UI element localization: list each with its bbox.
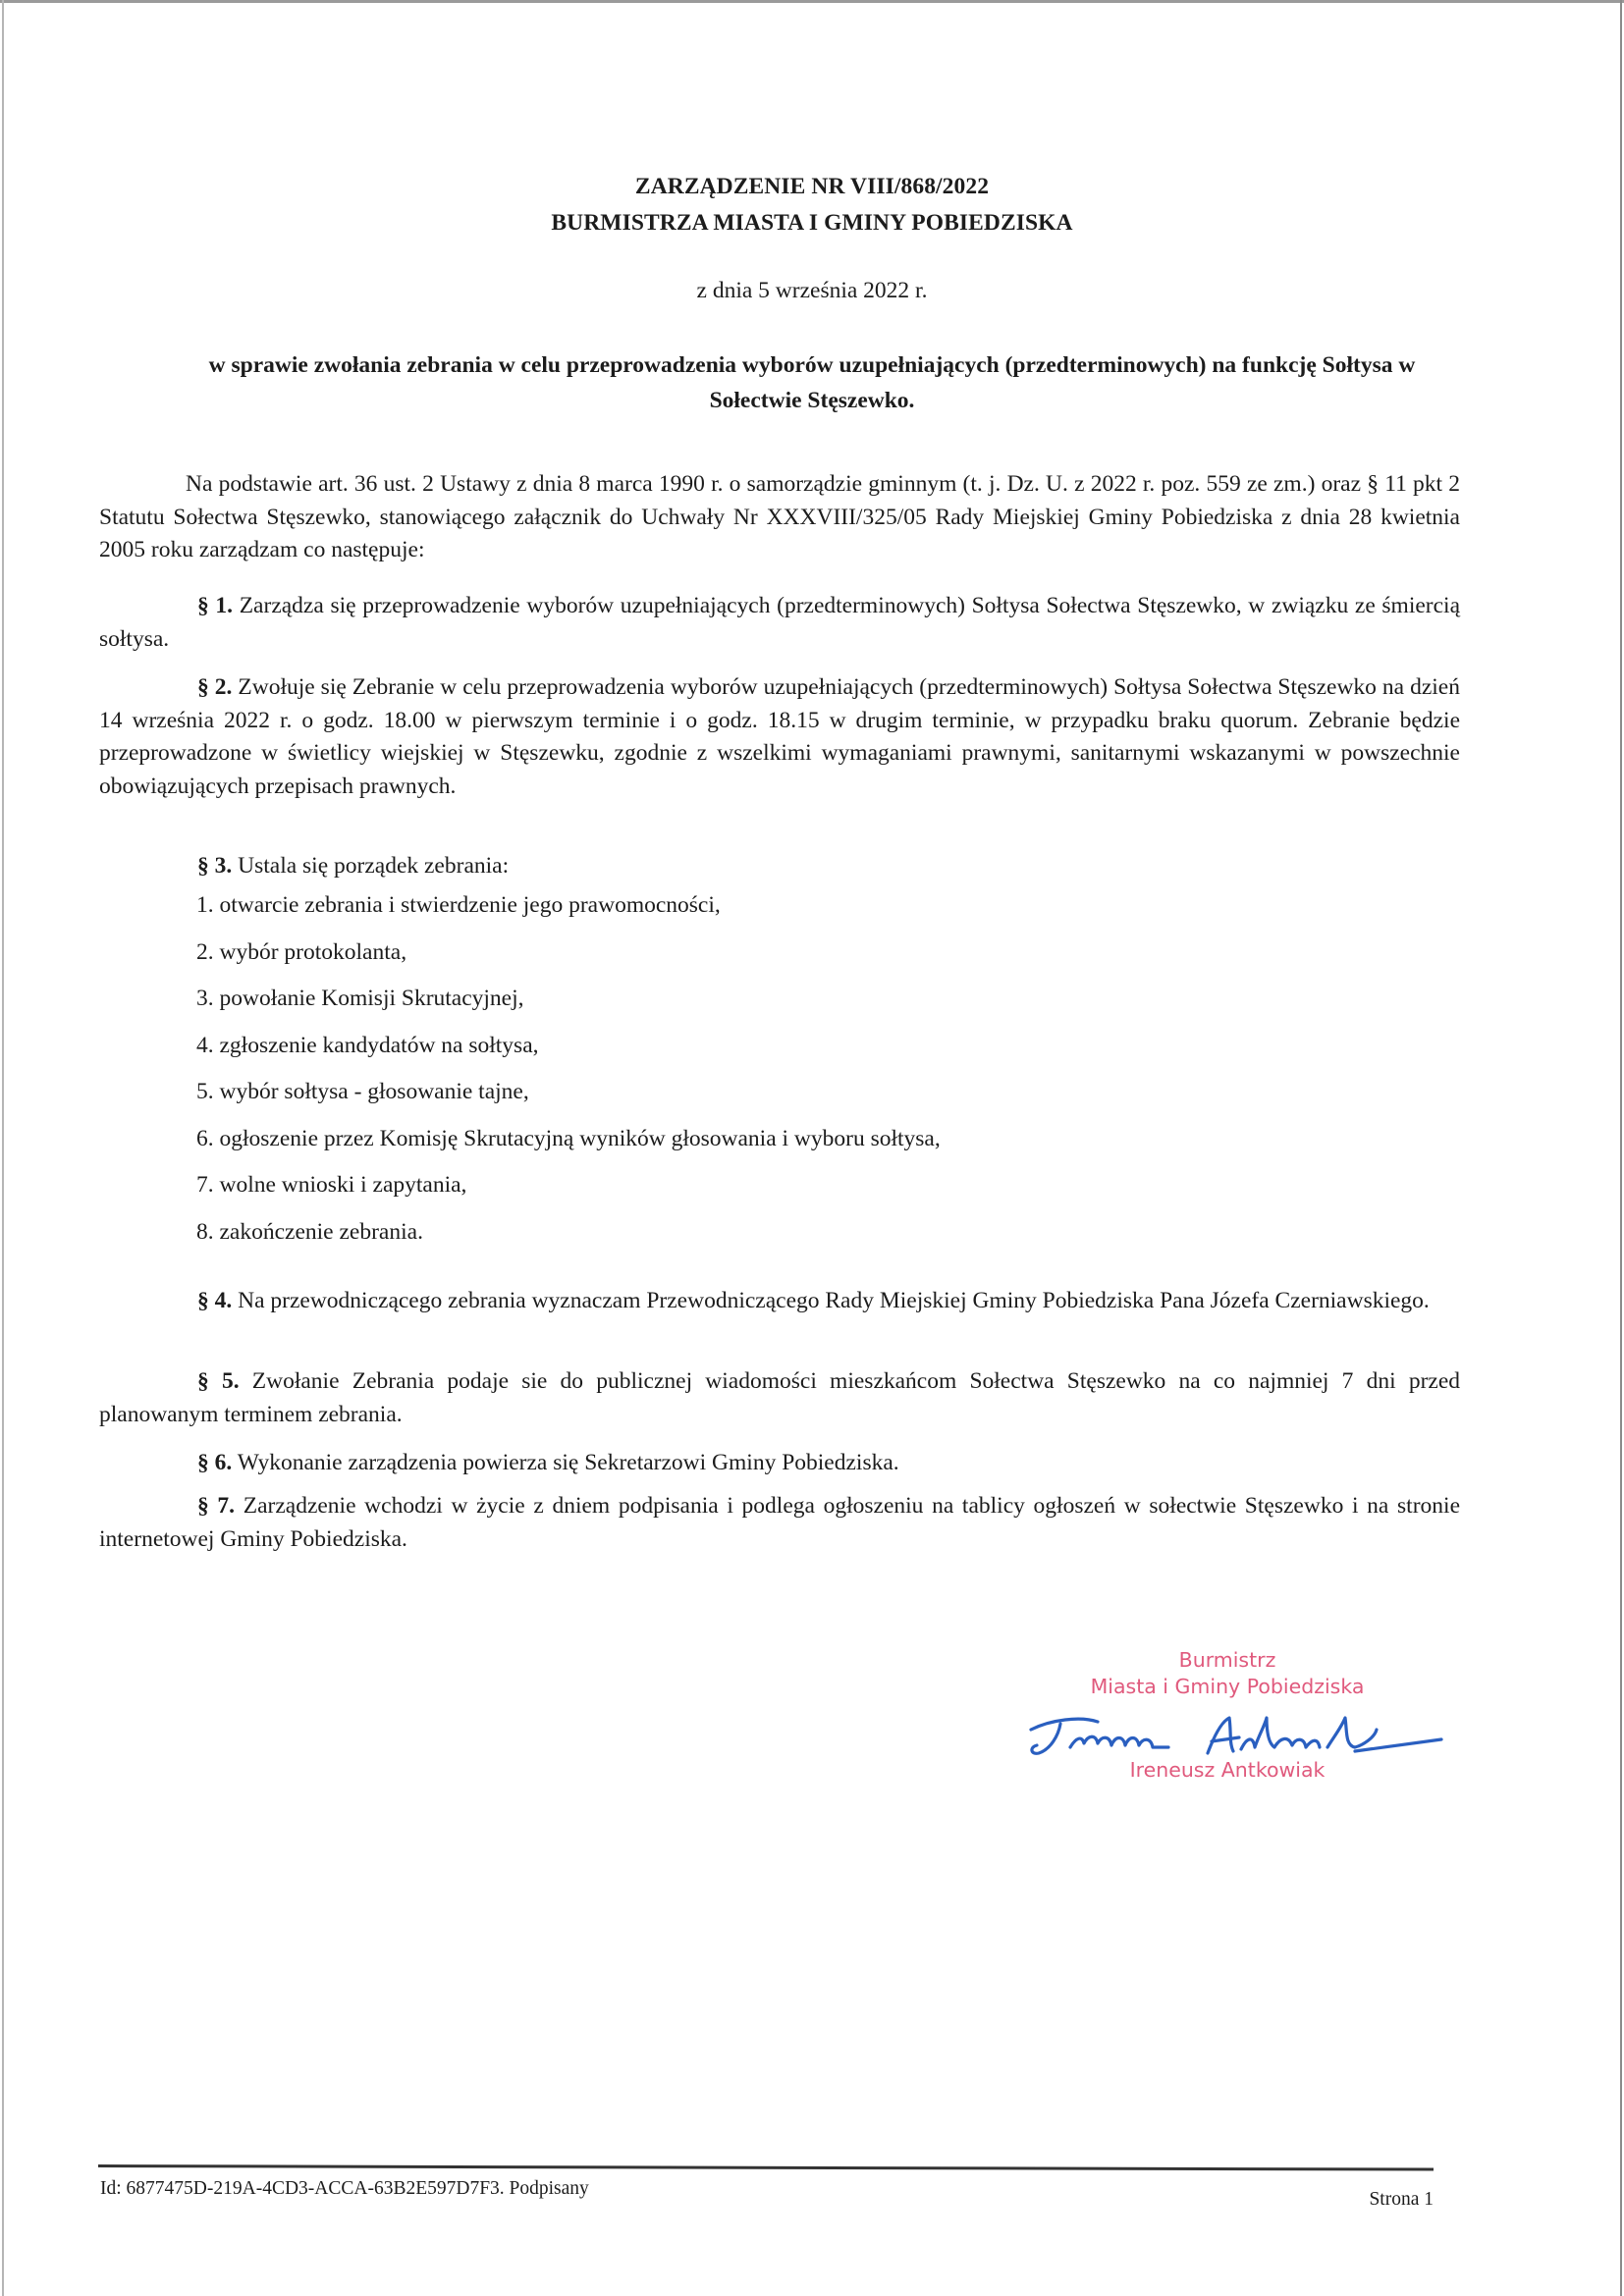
section-text: Zwołuje się Zebranie w celu przeprowadzenia wyborów uzupełniających (przedterminowych) Sołtysa Sołectwa Stęszewko na dzień 14 września 2022 r. o godz. 18.00 w pierwszym terminie i o godz. 18.15 w drugim terminie, w przypadku braku quorum. Zebranie będzie przeprowadzone w świetlicy wiejskiej w Stęszewku, zgodnie z wszelkimi wymaganiami prawnymi, sanitarnymi wskazanymi w powszechnie obowiązujących przepisach prawnych. xyxy=(99,674,1460,799)
meeting-agenda-list xyxy=(196,889,941,1262)
agenda-item: 5. wybór sołtysa - głosowanie tajne, xyxy=(196,1079,529,1104)
section-7 xyxy=(99,1490,1460,1556)
legal-basis-paragraph: Na podstawie art. 36 ust. 2 Ustawy z dnia 8 marca 1990 r. o samorządzie gminnym (t. j. Dz. U. z 2022 r. poz. 559 ze zm.) oraz § 11 pkt 2 Statutu Sołectwa Stęszewko, stanowiącego załącznik do Uchwały Nr XXXVIII/325/05 Rady Miejskiej Gminy Pobiedziska z dnia 28 kwietnia 2005 roku zarządzam co następuje: xyxy=(99,471,1460,562)
agenda-item: 8. zakończenie zebrania. xyxy=(196,1218,423,1245)
agenda-item: 6. ogłoszenie przez Komisję Skrutacyjną wyników głosowania i wyboru sołtysa, xyxy=(196,1125,941,1151)
agenda-item: 4. zgłoszenie kandydatów na sołtysa, xyxy=(196,1032,539,1058)
scan-edge-right xyxy=(1620,0,1622,2296)
document-subject: w sprawie zwołania zebrania w celu przeprowadzenia wyborów uzupełniających (przedterminowych) na funkcję Sołtysa w Sołectwie Stęszewko. xyxy=(208,352,1416,413)
official-stamp xyxy=(1070,1647,1384,1700)
section-text: Ustala się porządek zebrania: xyxy=(232,853,510,879)
section-4 xyxy=(99,1285,1460,1318)
section-text: Zarządzenie wchodzi w życie z dniem podpisania i podlega ogłoszeniu na tablicy ogłoszeń w sołectwie Stęszewko i na stronie internetowej Gminy Pobiedziska. xyxy=(99,1493,1460,1552)
section-text: Zwołanie Zebrania podaje sie do publicznej wiadomości mieszkańcom Sołectwa Stęszewko na co najmniej 7 dni przed planowanym terminem zebrania. xyxy=(99,1368,1461,1427)
section-label: § 3. xyxy=(197,853,233,879)
agenda-item: 1. otwarcie zebrania i stwierdzenie jego prawomocności, xyxy=(196,892,721,918)
section-text: Zarządza się przeprowadzenie wyborów uzupełniających (przedterminowych) Sołtysa Sołectwa Stęszewko, w związku ze śmiercią sołtysa. xyxy=(99,593,1461,652)
agenda-item: 3. powołanie Komisji Skrutacyjnej, xyxy=(196,986,524,1011)
section-label: § 5. xyxy=(197,1368,240,1394)
scan-edge-left xyxy=(2,0,4,2296)
scan-edge-top xyxy=(0,0,1624,3)
document-title: ZARZĄDZENIE NR VIII/868/2022 xyxy=(634,174,990,199)
document-id: Id: 6877475D-219A-4CD3-ACCA-63B2E597D7F3. Podpisany xyxy=(100,2178,589,2199)
section-text: Wykonanie zarządzenia powierza się Sekretarzowi Gminy Pobiedziska. xyxy=(232,1450,899,1475)
signatory-name: Ireneusz Antkowiak xyxy=(1129,1758,1326,1782)
agenda-item: 7. wolne wnioski i zapytania, xyxy=(196,1172,467,1198)
section-text: Na przewodniczącego zebrania wyznaczam Przewodniczącego Rady Miejskiej Gminy Pobiedziska Pana Józefa Czerniawskiego. xyxy=(232,1288,1430,1313)
section-6 xyxy=(99,1447,1460,1480)
section-label: § 4. xyxy=(197,1288,233,1313)
section-label: § 2. xyxy=(197,674,233,700)
document-date: z dnia 5 września 2022 r. xyxy=(696,278,928,303)
stamp-title: Burmistrz xyxy=(1178,1648,1276,1672)
section-3 xyxy=(99,850,1460,883)
section-2 xyxy=(99,671,1460,803)
section-label: § 1. xyxy=(197,593,234,618)
page-number: Strona 1 xyxy=(1369,2189,1434,2210)
footer-divider xyxy=(98,2164,1434,2171)
section-5 xyxy=(99,1365,1460,1431)
section-label: § 6. xyxy=(197,1450,233,1475)
agenda-item: 2. wybór protokolanta, xyxy=(196,938,407,965)
stamp-office: Miasta i Gminy Pobiedziska xyxy=(1090,1675,1365,1698)
document-issuer: BURMISTRZA MIASTA I GMINY POBIEDZISKA xyxy=(551,210,1073,236)
section-label: § 7. xyxy=(197,1493,236,1519)
section-1 xyxy=(99,590,1460,656)
